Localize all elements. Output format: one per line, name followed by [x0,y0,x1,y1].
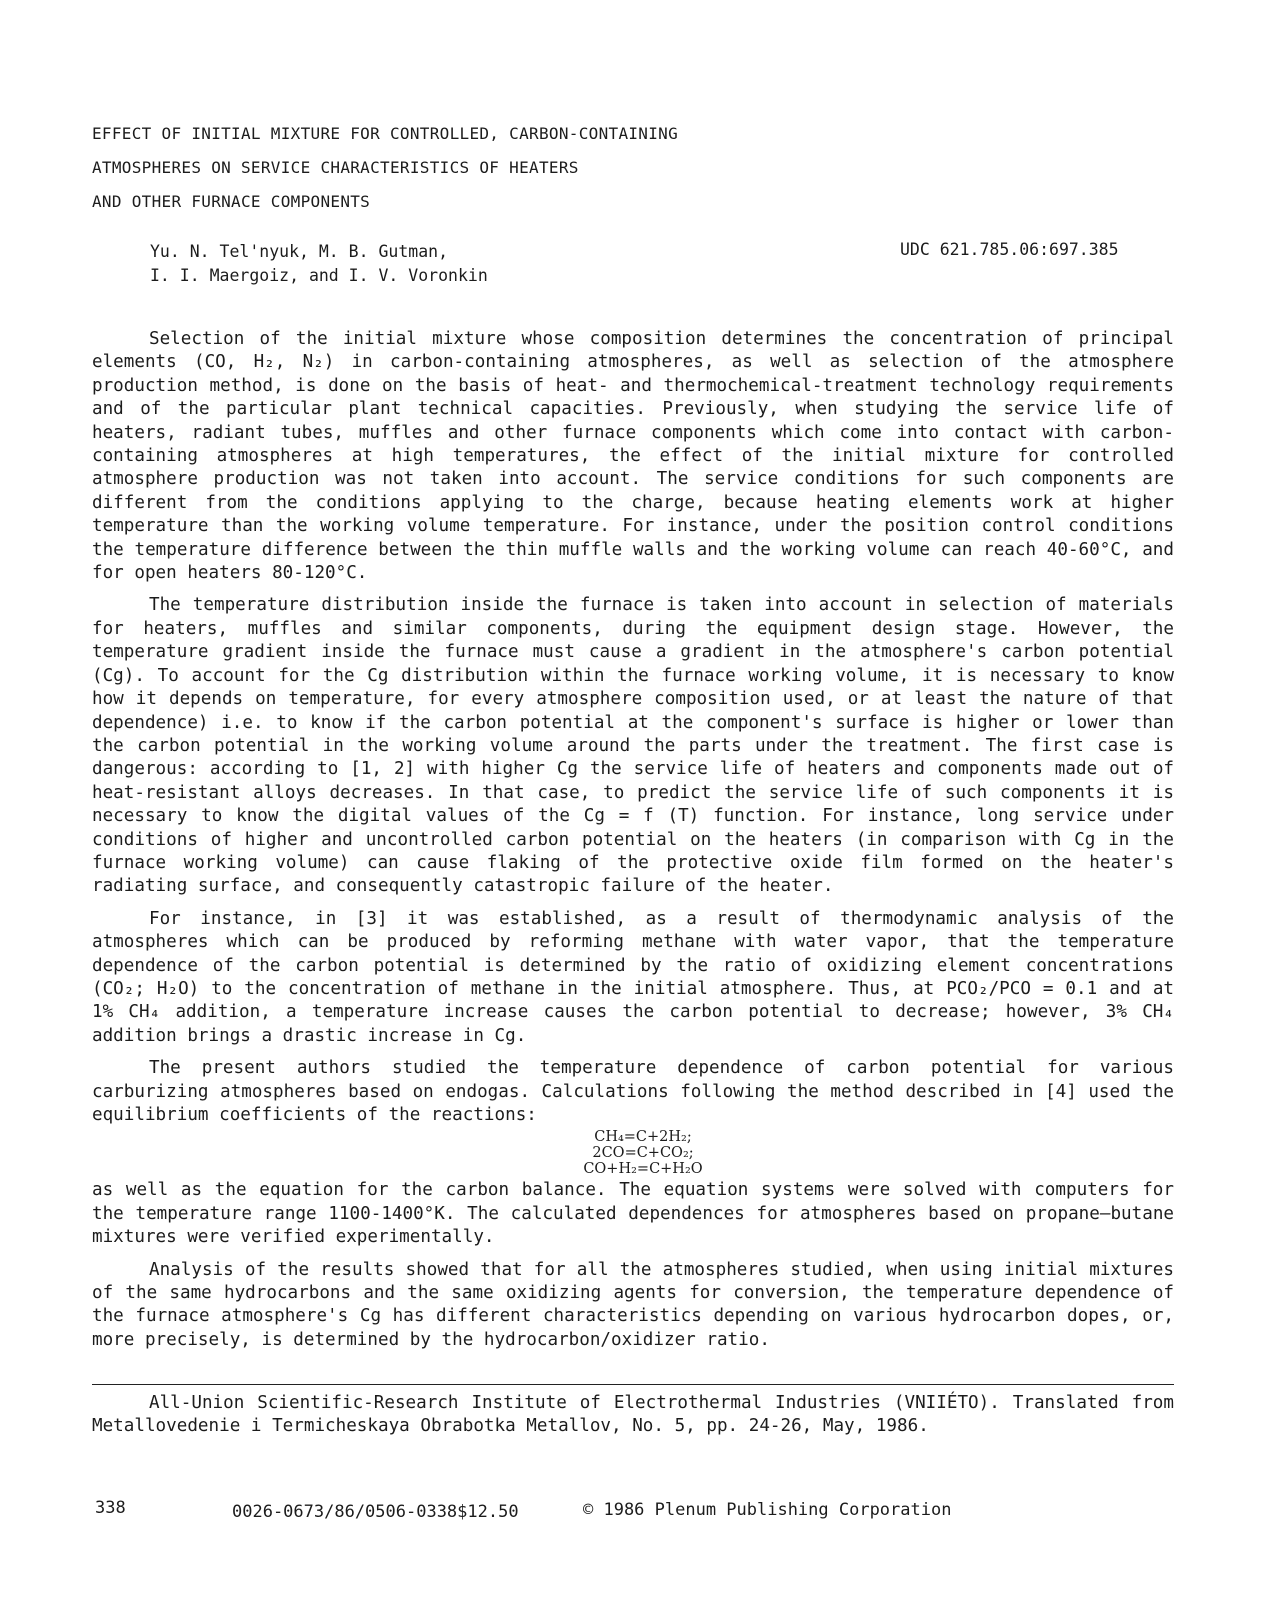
article-body [92,328,1174,1352]
page-number: 338 [95,1498,126,1518]
authors-block [150,240,488,288]
udc-code: UDC 621.785.06:697.385 [900,240,1119,259]
copyright-notice: © 1986 Plenum Publishing Corporation [583,1500,952,1520]
footnote-divider [92,1384,1174,1385]
reaction-equations [92,1129,1174,1177]
title-line-3: AND OTHER FURNACE COMPONENTS [92,192,371,211]
affiliation-footnote: All-Union Scientific-Research Institute of Electrothermal Industries (VNIIÉTO). Translated from Metallovedenie i Termicheskaya Obrabotka Metallov, No. 5, pp. 24-26, May, 1986. [92,1393,1174,1437]
paragraph-1: Selection of the initial mixture whose composition determines the concentration of principal elements (CO, H₂, N₂) in carbon-containing atmospheres, as well as selection of the atmosphere production method, is done on the basis of heat- and thermochemical-treatment technology requirements and of the particular plant technical capacities. Previously, when studying the service life of heaters, radiant tubes, muffles and other furnace components which come into contact with carbon-containing atmospheres at high temperatures, the effect of the initial mixture for controlled atmosphere production was not taken into account. The service conditions for such components are different from the conditions applying to the charge, because heating elements work at higher temperature than the working volume temperature. For instance, under the position control conditions the temperature difference between the thin muffle walls and the working volume can reach 40-60°C, and for open heaters 80-120°C. [92,329,1174,584]
equation-3: CO+H₂=C+H₂O [583,1161,703,1178]
article-code: 0026-0673/86/0506-0338$12.50 [232,1502,519,1522]
paragraph-2: The temperature distribution inside the furnace is taken into account in selection of materials for heaters, muffles and similar components, during the equipment design stage. However, the temperature gradient inside the furnace must cause a gradient in the atmosphere's carbon potential (Cg). To account for the Cg distribution within the furnace working volume, it is necessary to know how it depends on temperature, for every atmosphere composition used, or at least the nature of that dependence) i.e. to know if the carbon potential at the component's surface is higher or lower than the carbon potential in the working volume around the parts under the treatment. The first case is dangerous: according to [1, 2] with higher Cg the service life of heaters and components made out of heat-resistant alloys decreases. In that case, to predict the service life of such components it is necessary to know the digital values of the Cg = f (T) function. For instance, long service under conditions of higher and uncontrolled carbon potential on the heaters (in comparison with Cg in the furnace working volume) can cause flaking of the protective oxide film formed on the heater's radiating surface, and consequently catastropic failure of the heater. [92,595,1174,897]
equation-2: 2CO=C+CO₂; [592,1145,694,1162]
authors-line-1: Yu. N. Tel'nyuk, M. B. Gutman, [150,242,449,261]
paragraph-4: The present authors studied the temperature dependence of carbon potential for various carburizing atmospheres based on endogas. Calculations following the method described in [4] used the equilibrium coefficients of the reactions: [92,1058,1174,1125]
paragraph-3: For instance, in [3] it was established, as a result of thermodynamic analysis of the atmospheres which can be produced by reforming methane with water vapor, that the temperature dependence of the carbon potential is determined by the ratio of oxidizing element concentrations (CO₂; H₂O) to the concentration of methane in the initial atmosphere. Thus, at PCO₂/PCO = 0.1 and at 1% CH₄ addition, a temperature increase causes the carbon potential to decrease; however, 3% CH₄ addition brings a drastic increase in Cg. [92,908,1174,1046]
paragraph-6: Analysis of the results showed that for all the atmospheres studied, when using initial mixtures of the same hydrocarbons and the same oxidizing agents for conversion, the temperature dependence of the furnace atmosphere's Cg has different characteristics depending on various hydrocarbon dopes, or, more precisely, is determined by the hydrocarbon/oxidizer ratio. [92,1259,1174,1350]
authors-line-2: I. I. Maergoiz, and I. V. Voronkin [150,266,488,285]
title-line-2: ATMOSPHERES ON SERVICE CHARACTERISTICS OF HEATERS [92,158,579,177]
title-line-1: EFFECT OF INITIAL MIXTURE FOR CONTROLLED, CARBON-CONTAINING [92,124,679,143]
paragraph-5: as well as the equation for the carbon balance. The equation systems were solved with computers for the temperature range 1100-1400°K. The calculated dependences for atmospheres based on propane—butane mixtures were verified experimentally. [92,1180,1174,1248]
equation-1: CH₄=C+2H₂; [594,1129,692,1146]
